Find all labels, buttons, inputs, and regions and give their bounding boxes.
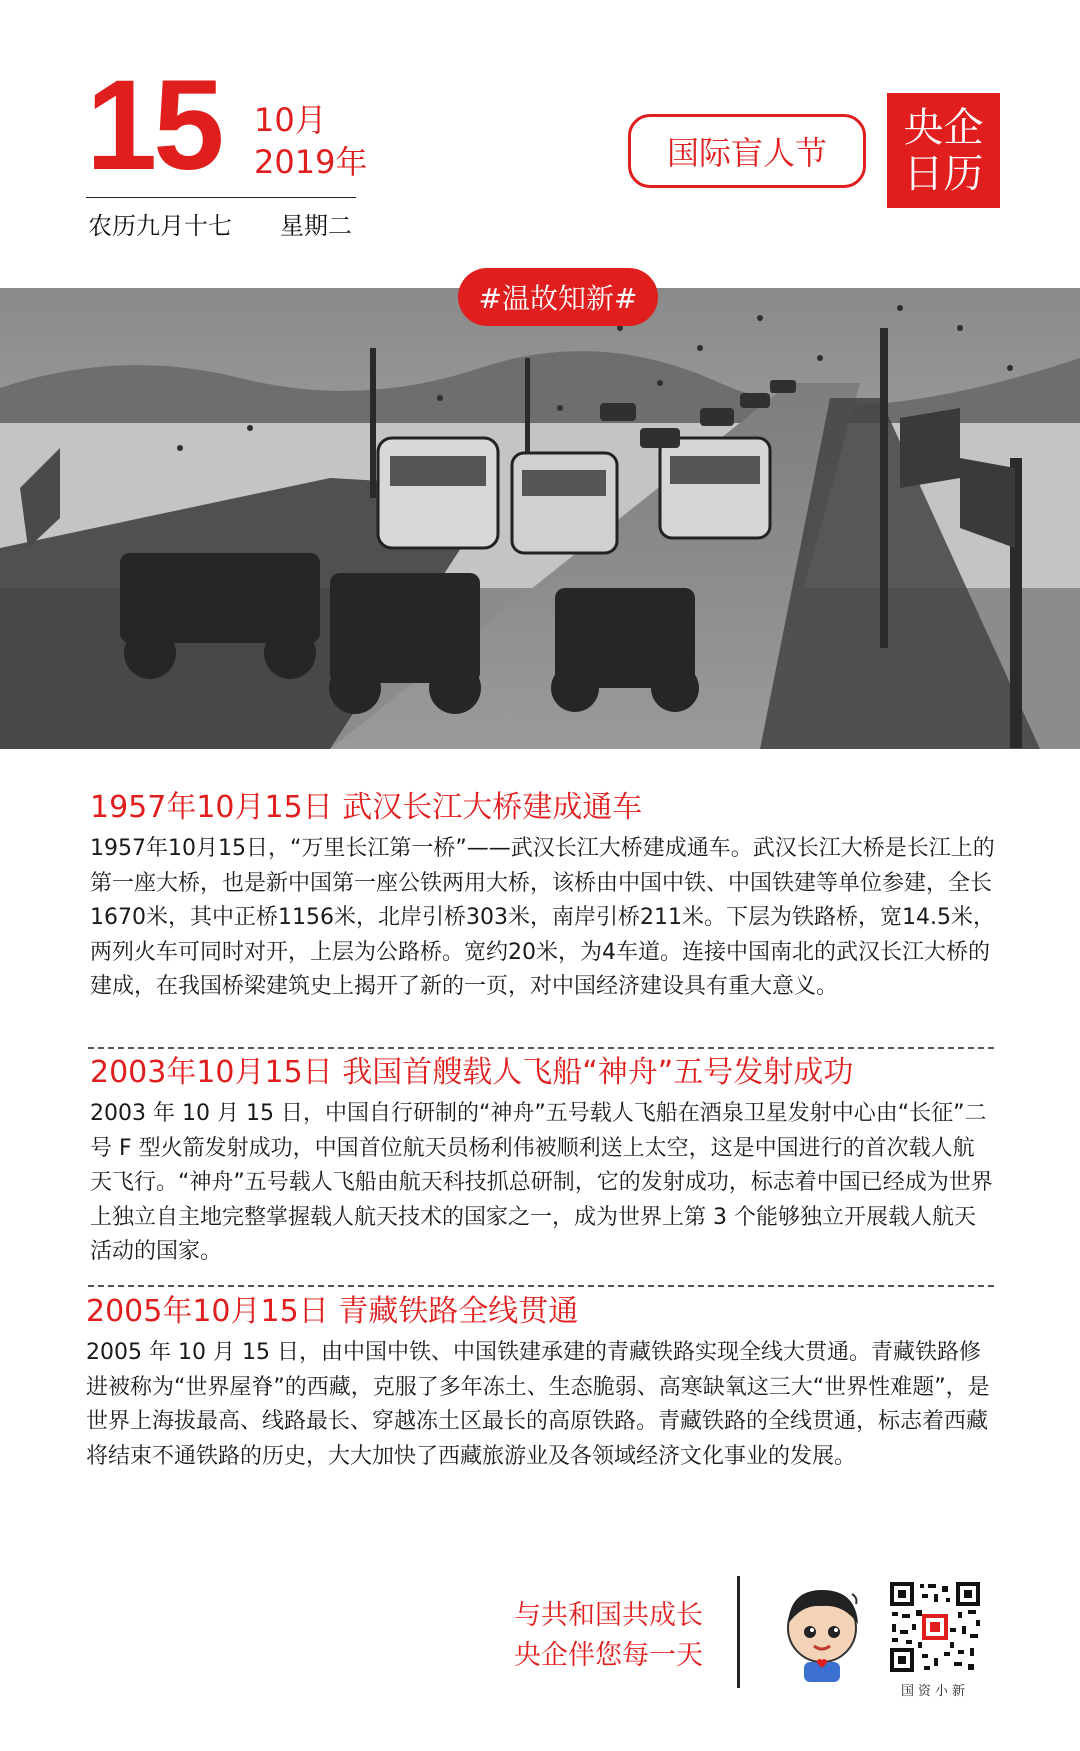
event-title: 2003年10月15日 我国首艘载人飞船“神舟”五号发射成功 [90, 1055, 854, 1090]
festival-badge: 国际盲人节 [628, 114, 866, 188]
event-3 [86, 1294, 991, 1474]
logo-line2: 日历 [903, 150, 984, 197]
slogan-line-2: 央企伴您每一天 [514, 1640, 703, 1671]
event-1 [90, 790, 995, 1005]
hashtag-badge: #温故知新# [458, 268, 658, 326]
qr-label: 国资小新 [900, 1684, 969, 1699]
mascot-icon [774, 1580, 874, 1684]
event-divider [88, 1047, 994, 1049]
bridge-photo-illustration [0, 288, 1080, 749]
logo-line1: 央企 [903, 104, 984, 151]
header-divider [86, 197, 356, 198]
weekday: 星期二 [280, 212, 352, 240]
date-day: 15 [86, 54, 221, 197]
event-body: 1957年10月15日，“万里长江第一桥”——武汉长江大桥建成通车。武汉长江大桥是长江上的第一座大桥，也是新中国第一座公铁两用大桥，该桥由中国中铁、中国铁建等单位参建，全长1670米，其中正桥1156米，北岸引桥303米，南岸引桥211米。下层为铁路桥，宽14.5米，两列火车可同时对开，上层为公路桥。宽约20米，为4车道。连接中国南北的武汉长江大桥的建成，在我国桥梁建筑史上揭开了新的一页，对中国经济建设具有重大意义。 [90, 836, 995, 999]
date-year: 2019年 [254, 143, 368, 181]
lunar-date: 农历九月十七 [88, 212, 232, 240]
event-body: 2005 年 10 月 15 日，由中国中铁、中国铁建承建的青藏铁路实现全线大贯通。青藏铁路修进被称为“世界屋脊”的西藏，克服了多年冻土、生态脆弱、高寒缺氧这三大“世界性难题”，是世界上海拔最高、线路最长、穿越冻土区最长的高原铁路。青藏铁路的全线贯通，标志着西藏将结束不通铁路的历史，大大加快了西藏旅游业及各领域经济文化事业的发展。 [86, 1340, 990, 1469]
brand-logo [887, 93, 1000, 208]
event-body: 2003 年 10 月 15 日，中国自行研制的“神舟”五号载人飞船在酒泉卫星发射中心由“长征”二号 F 型火箭发射成功，中国首位航天员杨利伟被顺利送上太空，这是中国进行的首次载人航天飞行。“神舟”五号载人飞船由航天科技抓总研制，它的发射成功，标志着中国已经成为世界上独立自主地完整掌握载人航天技术的国家之一，成为世界上第 3 个能够独立开展载人航天活动的国家。 [90, 1101, 993, 1264]
slogan-line-1: 与共和国共成长 [514, 1600, 703, 1631]
event-divider [88, 1285, 994, 1287]
event-title: 1957年10月15日 武汉长江大桥建成通车 [90, 790, 643, 825]
event-title: 2005年10月15日 青藏铁路全线贯通 [86, 1294, 579, 1329]
historic-bridge-photo [0, 288, 1080, 749]
event-2 [90, 1055, 995, 1270]
qr-code-icon [888, 1580, 982, 1674]
footer-divider [737, 1576, 740, 1688]
date-month: 10月 [254, 101, 327, 139]
